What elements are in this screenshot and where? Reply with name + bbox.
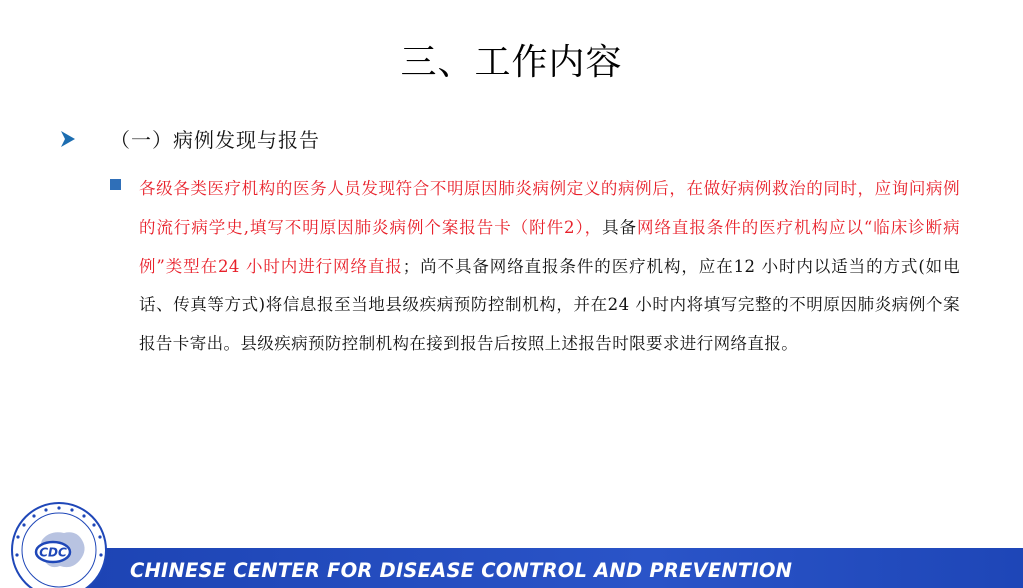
section-heading: （一）病例发现与报告 xyxy=(110,128,320,152)
slide-title: 三、工作内容 xyxy=(400,42,623,83)
logo-text: CDC xyxy=(39,545,67,560)
paragraph-red-text-2: 网络直报条件的医疗机构应以“临床诊断病例”类型在24 小时内进行网络直报 xyxy=(139,217,960,276)
paragraph-black-text-2: ；尚不具备网络直报条件的医疗机构，应在12 小时内以适当的方式(如电话、传真等方式)将信息报至当地县级疾病预防控制机构，并在24 小时内将填写完整的不明原因肺炎病例个案报告卡寄出。县级疾病预防控制机构在接到报告后按照上述报告时限要求进行网络直报。 xyxy=(139,256,960,354)
footer-org-name: CHINESE CENTER FOR DISEASE CONTROL AND PREVENTION xyxy=(130,559,793,582)
section-heading-row xyxy=(58,124,320,153)
paragraph-black-text-1: 具备 xyxy=(602,217,638,237)
body-paragraph xyxy=(139,170,960,364)
body-paragraph-block xyxy=(110,170,960,364)
cdc-logo-icon xyxy=(6,500,112,588)
square-bullet-icon xyxy=(110,179,121,190)
paragraph-red-text-1: 各级各类医疗机构的医务人员发现符合不明原因肺炎病例定义的病例后，在做好病例救治的同时，应询问病例的流行病学史,填写不明原因肺炎病例个案报告卡（附件2）， xyxy=(139,179,960,237)
arrow-bullet-icon xyxy=(58,128,78,150)
